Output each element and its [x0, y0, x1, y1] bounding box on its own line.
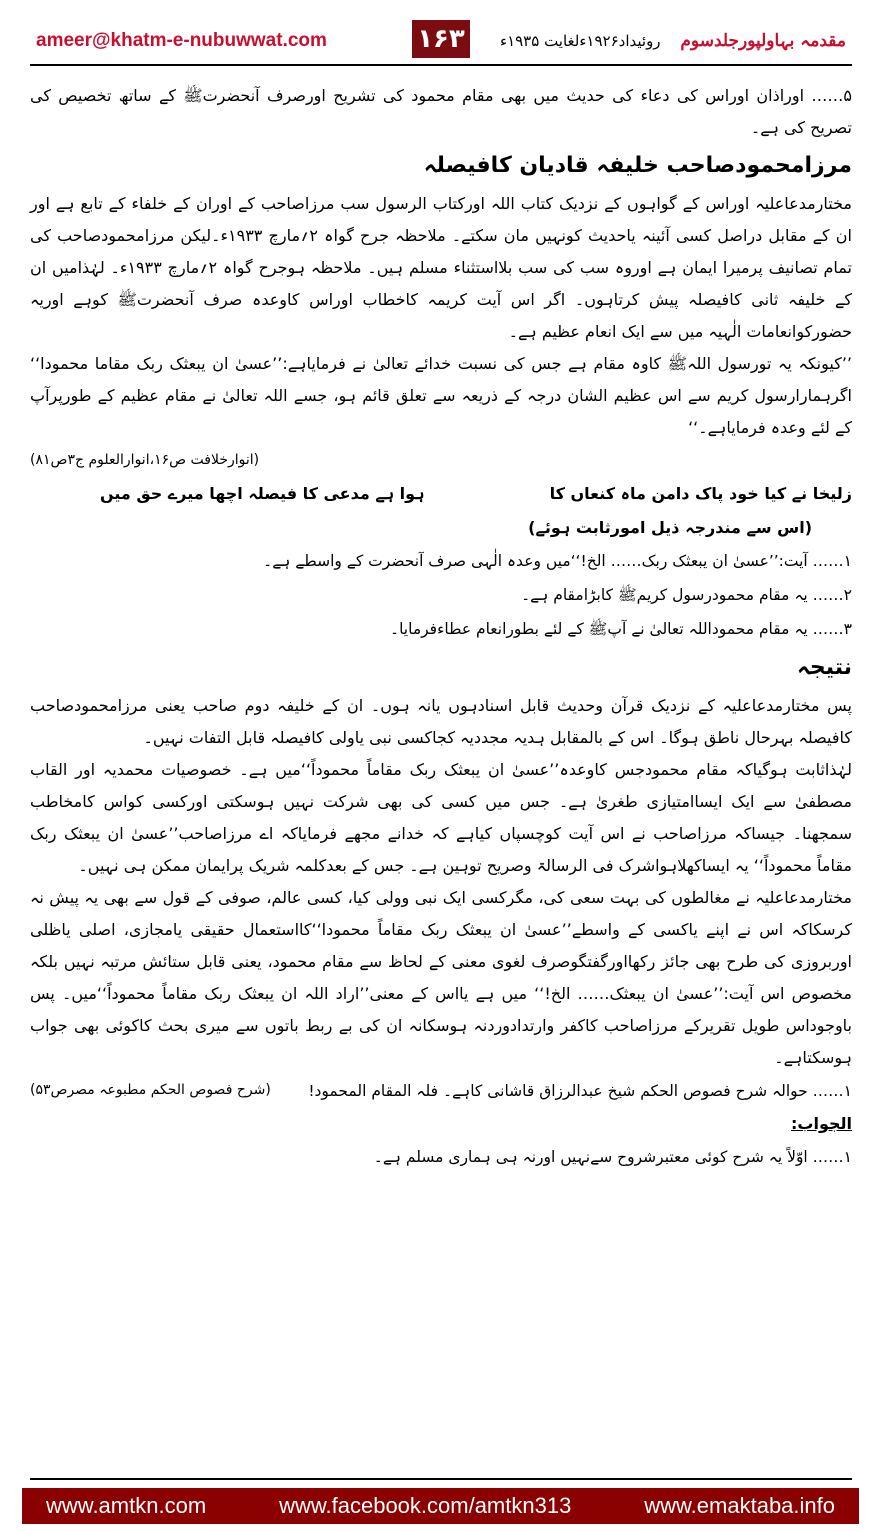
page-content — [30, 80, 852, 1450]
last-item-row — [30, 1074, 852, 1108]
report-period: روئیداد۱۹۲۶ءلغایت ۱۹۳۵ء — [500, 32, 661, 50]
paragraph-2: پس مختارمدعاعلیہ کے نزدیک قرآن وحدیث قابل اسنادہوں یانہ ہوں۔ ان کے خلیفہ دوم صاحب یعنی مرزامحمودصاحب کافیصلہ بہرحال ناطق ہوگا۔ اس کے بالمقابل ہدیہ مجددیہ کجاکسی نبی یاولی کافیصلہ قابل التفات نہیں۔ — [30, 696, 852, 747]
footer-bar — [22, 1488, 859, 1524]
list-item: ۱…… آیت:’’عسیٰ ان یبعثک ربک…… الخ!‘‘میں وعدہ الٰہی صرف آنحضرت کے واسطے ہے۔ — [263, 552, 852, 570]
list-item: ۳…… یہ مقام محموداللہ تعالیٰ نے آپﷺ کے لئے بطورانعام عطاءفرمایا۔ — [389, 620, 852, 638]
line-5: ۵…… اوراذان اوراس کی دعاء کی حدیث میں بھی مقام محمود کی تشریح اورصرف آنحضرتﷺ کے ساتھ تخصیص کی تصریح کی ہے۔ — [30, 86, 852, 137]
header-divider — [30, 64, 852, 66]
footer-link-amtkn[interactable]: www.amtkn.com — [46, 1493, 207, 1518]
list-item: ۱…… حوالہ شرح فصوص الحکم شیخ عبدالرزاق قاشانی کاہے۔ فلہ المقام المحمود! — [308, 1082, 852, 1100]
quote-reference: (انوارخلافت ص۱۶،انوارالعلوم ج۳ص۸۱) — [30, 452, 260, 468]
page-number-badge: ۱۶۳ — [412, 20, 470, 58]
paragraph-1: مختارمدعاعلیہ اوراس کے گواہوں کے نزدیک کتاب اللہ اورکتاب الرسول سب مرزاصاحب کے اوران کے خلفاء کے تابع ہے اور ان کے مقابل دراصل کسی آئینہ یاحدیث کونہیں مان سکتے۔ ملاحظہ جرح گواہ ۲؍مارچ ۱۹۳۳ء۔لیکن مرزامحمودصاحب کی تمام تصانیف پرمیرا ایمان ہے اوروہ سب کی سب بلااستثناء مسلم ہیں۔ ملاحظہ ہوجرح گواہ ۲؍مارچ ۱۹۳۳ء۔ لہٰذامیں ان کے خلیفہ ثانی کافیصلہ پیش کرتاہوں۔ اگر اس آیت کریمہ کاخطاب اوراس کاوعدہ صرف آنحضرتﷺ کوہے اوریہ حضورکوانعامات الٰہیہ میں سے ایک انعام عظیم ہے۔ — [30, 194, 852, 341]
book-title: مقدمہ بہاولپورجلدسوم — [680, 31, 846, 51]
last-item-reference: (شرح فصوص الحکم مطبوعہ مصرص۵۳) — [30, 1082, 271, 1098]
footer-link-facebook[interactable]: www.facebook.com/amtkn313 — [279, 1493, 572, 1518]
paragraph-3: لہٰذاثابت ہوگیاکہ مقام محمودجس کاوعدہ’’عسیٰ ان یبعثک ربک مقاماً محموداً‘‘میں ہے۔ خصوصیات محمدیہ اور القاب مصطفیٰ سے ایک ایساامتیازی طغریٰ ہے۔ جس میں کسی کی بھی شرکت نہیں ہوسکتی اورکسی کواس کامخاطب سمجھنا۔ جیساکہ مرزاصاحب نے اس آیت کوچسپاں کیاہے کہ خدانے مجھے فرمایاکہ اے مرزاصاحب’’عسیٰ ان یبعثک ربک مقاماً محموداً‘‘ یہ ایساکھلاہواشرک فی الرسالۃ وصریح توہین ہے۔ جس کے بعدکلمہ شریک پرایمان ممکن ہی نہیں۔ — [30, 760, 852, 875]
answer-item: ۱…… اوّلاً یہ شرح کوئی معتبرشروح سےنہیں اورنہ ہی ہماری مسلم ہے۔ — [373, 1148, 852, 1166]
answer-heading: الجواب: — [790, 1114, 852, 1133]
paragraph-4: مختارمدعاعلیہ نے مغالطوں کی بہت سعی کی، مگرکسی ایک نبی وولی کیا، کسی عالم، صوفی کے قول سے بھی یہ پیش نہ کرسکاکہ اس نے اپنے یاکسی کے واسطے’’عسیٰ ان یبعثک ربک مقاماً محمودا‘‘کااستعمال حقیقی یامجازی، اصلی یاظلی اوربروزی کی طرح بھی جائز رکھااورگفتگوصرف لغوی معنی کے لحاظ سے مقام محمود، یعنی قابل ستائش مرتبہ نہیں بلکہ مخصوص اس آیت:’’عسیٰ ان یبعثک…… الخ!‘‘ میں ہے یااس کے معنی’’اراد اللہ ان یبعثک ربک مقاماً محموداً‘‘میں۔ پس باوجوداس طویل تقریرکے مرزاصاحب کاکفر وارتدادوردنہ ہوسکانہ ان کی بے ربط باتوں سے میری بحث کاکوئی بھی جواب ہوسکتاہے۔ — [30, 888, 852, 1067]
heading-result: نتیجہ — [797, 655, 852, 680]
proven-note: (اس سے مندرجہ ذیل امورثابت ہوئے) — [528, 518, 812, 537]
footer-divider — [30, 1478, 852, 1480]
poem-right: زلیخا نے کیا خود پاک دامن ماہ کنعاں کا — [549, 484, 852, 503]
heading-mirza-decision: مرزامحمودصاحب خلیفہ قادیان کافیصلہ — [423, 153, 852, 178]
header-email[interactable]: ameer@khatm-e-nubuwwat.com — [36, 30, 327, 51]
footer-link-emaktaba[interactable]: www.emaktaba.info — [644, 1493, 835, 1518]
quote-paragraph: ’’کیونکہ یہ تورسول اللہﷺ کاوہ مقام ہے جس کی نسبت خدائے تعالیٰ نے فرمایاہے:’’عسیٰ ان یبعثک ربک مقاما محمودا‘‘ اگرہمارارسول کریم سے اس عظیم الشان درجہ کے ذریعہ سے تعلق قائم ہو، جسے اللہ تعالیٰ نے مقام عظیم کے طورپرآپ کے لئے وعدہ فرمایاہے۔‘‘ — [30, 354, 852, 437]
page-header — [0, 0, 881, 70]
poem-left: ہوا ہے مدعی کا فیصلہ اچھا میرے حق میں — [99, 484, 425, 503]
poem-couplet — [30, 476, 852, 512]
list-item: ۲…… یہ مقام محمودرسول کریمﷺ کابڑامقام ہے۔ — [521, 586, 852, 604]
